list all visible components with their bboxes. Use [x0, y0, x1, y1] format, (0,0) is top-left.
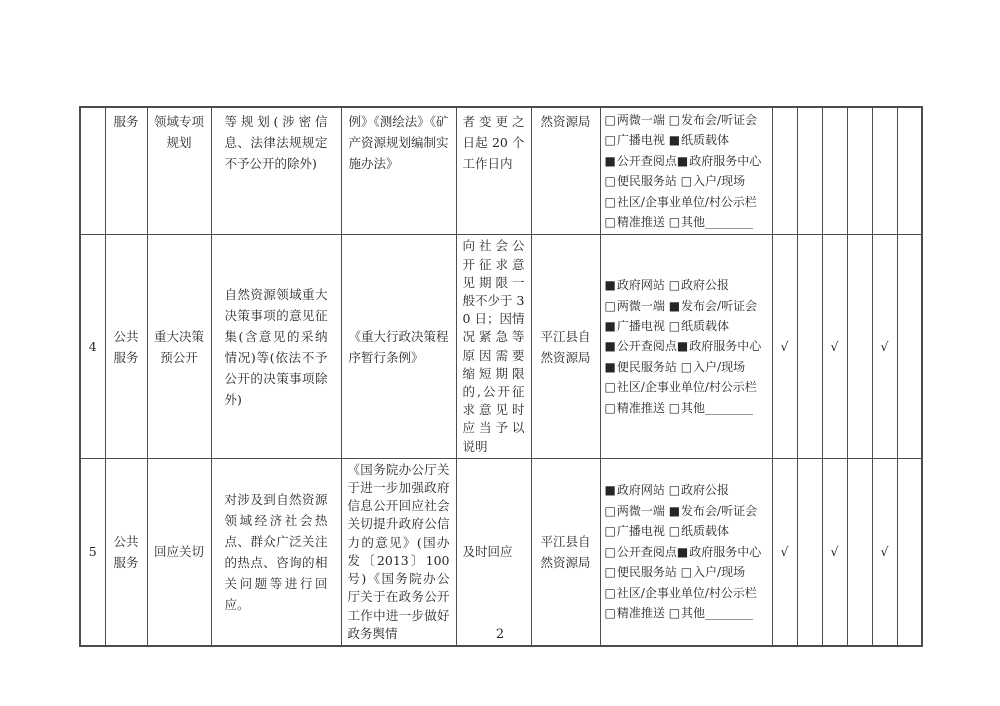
channel-label: 纸质载体: [681, 133, 730, 148]
unchecked-box-icon: □: [668, 605, 682, 620]
empty-mark-cell: [872, 107, 897, 235]
channel-label: 社区/企事业单位/村公示栏: [616, 585, 757, 600]
channel-line: [605, 377, 768, 397]
channel-line: [605, 110, 768, 130]
channel-label: 政府网站: [616, 483, 665, 498]
category-cell: 公共服务: [105, 235, 147, 458]
channel-line: [605, 316, 768, 336]
empty-mark-cell: [847, 235, 872, 458]
channel-label: 社区/企事业单位/村公示栏: [616, 194, 757, 209]
channel-label: 纸质载体: [681, 524, 730, 539]
empty-mark-cell: [797, 458, 822, 646]
unchecked-box-icon: □: [604, 380, 617, 395]
empty-mark-cell: [822, 107, 847, 235]
disclosure-channels-cell: [600, 458, 772, 646]
item-name-cell: 重大决策预公开: [147, 235, 211, 458]
channel-label: 公开查阅点: [616, 544, 677, 559]
channel-line: [605, 212, 768, 232]
unchecked-box-icon: □: [668, 113, 682, 127]
category-cell: 公共服务: [105, 458, 147, 646]
unchecked-box-icon: □: [604, 400, 617, 415]
channel-label: 政府公报: [681, 483, 730, 498]
channel-line: [605, 275, 768, 295]
checked-box-icon: ■: [604, 278, 617, 293]
empty-mark-cell: [897, 107, 922, 235]
channel-line: [605, 603, 768, 623]
table-row: [80, 458, 922, 646]
channel-label: 入户/现场: [693, 359, 746, 374]
channel-line: [605, 357, 768, 377]
channel-label: 便民服务站: [616, 565, 677, 580]
disclosure-content-cell: 等规划(涉密信息、法律法规规定不予公开的除外): [211, 107, 341, 235]
unchecked-box-icon: □: [680, 174, 694, 189]
checked-box-icon: ■: [676, 544, 690, 559]
category-cell: 服务: [105, 107, 147, 235]
channel-label: 其他________: [681, 605, 754, 620]
sequence-number-cell: [80, 107, 105, 235]
unchecked-box-icon: □: [680, 565, 694, 580]
legal-basis-cell: 《国务院办公厅关于进一步加强政府信息公开回应社会关切提升政府公信力的意见》(国办发〔2013〕100 号)《国务院办公厅关于在政务公开工作中进一步做好政务舆情: [341, 458, 456, 646]
checked-box-icon: ■: [668, 133, 682, 148]
channel-label: 广播电视: [616, 524, 665, 539]
channel-label: 便民服务站: [616, 174, 677, 189]
channel-label: 政府服务中心: [689, 339, 762, 354]
unchecked-box-icon: □: [668, 215, 682, 230]
page-number: 2: [495, 627, 505, 642]
unchecked-box-icon: □: [604, 605, 617, 620]
unchecked-box-icon: □: [604, 133, 617, 148]
empty-mark-cell: [847, 458, 872, 646]
channel-line: [605, 171, 768, 191]
channel-label: 公开查阅点: [616, 339, 677, 354]
channel-label: 其他________: [681, 400, 754, 415]
unchecked-box-icon: □: [604, 565, 617, 580]
checked-box-icon: ■: [676, 153, 690, 168]
channel-line: [605, 583, 768, 603]
channel-label: 纸质载体: [681, 319, 730, 334]
legal-basis-cell: 例》《测绘法》《矿产资源规划编制实施办法》: [341, 107, 456, 235]
unchecked-box-icon: □: [604, 298, 617, 313]
channel-line: [605, 480, 768, 500]
channel-line: [605, 192, 768, 212]
checked-box-icon: ■: [604, 153, 617, 168]
unchecked-box-icon: □: [604, 503, 617, 518]
empty-mark-cell: [797, 235, 822, 458]
item-name-cell: 回应关切: [147, 458, 211, 646]
unchecked-box-icon: □: [604, 585, 617, 600]
responsible-department-cell: 平江县自然资源局: [531, 235, 600, 458]
responsible-department-cell: 然资源局: [531, 107, 600, 235]
disclosure-channels-cell: [600, 107, 772, 235]
sequence-number-cell: 4: [80, 235, 105, 458]
unchecked-box-icon: □: [668, 319, 682, 334]
checked-box-icon: ■: [668, 503, 682, 518]
empty-mark-cell: [897, 458, 922, 646]
checked-box-icon: ■: [604, 319, 617, 334]
empty-mark-cell: [847, 107, 872, 235]
channel-label: 政府服务中心: [689, 153, 762, 168]
unchecked-box-icon: □: [604, 215, 617, 230]
unchecked-box-icon: □: [668, 483, 682, 498]
channel-line: [605, 398, 768, 418]
channel-line: [605, 501, 768, 521]
empty-mark-cell: [797, 107, 822, 235]
disclosure-content-cell: 对涉及到自然资源领域经济社会热点、群众广泛关注的热点、咨询的相关问题等进行回应。: [211, 458, 341, 646]
channel-line: [605, 336, 768, 356]
checked-box-icon: ■: [604, 359, 617, 374]
channel-label: 广播电视: [616, 319, 665, 334]
channel-label: 精准推送: [616, 605, 665, 620]
channel-label: 入户/现场: [693, 565, 746, 580]
channel-line: [605, 521, 768, 541]
unchecked-box-icon: □: [604, 524, 617, 539]
channel-label: 公开查阅点: [616, 153, 677, 168]
channel-label: 政府网站: [616, 278, 665, 293]
table-row: [80, 235, 922, 458]
channel-label: 发布会/听证会: [681, 503, 758, 518]
checked-box-icon: ■: [604, 339, 617, 354]
sequence-number-cell: 5: [80, 458, 105, 646]
responsible-department-cell: 平江县自然资源局: [531, 458, 600, 646]
channel-label: 精准推送: [616, 215, 665, 230]
time-limit-cell: 及时回应: [456, 458, 531, 646]
item-name-cell: 领域专项规划: [147, 107, 211, 235]
unchecked-box-icon: □: [680, 359, 694, 374]
disclosure-table-body: [80, 107, 922, 646]
channel-line: [605, 296, 768, 316]
unchecked-box-icon: □: [668, 524, 682, 539]
channel-line: [605, 130, 768, 150]
unchecked-box-icon: □: [668, 400, 682, 415]
channel-label: 两微一端: [616, 503, 665, 518]
channel-line: [605, 562, 768, 582]
table-row: [80, 107, 922, 235]
disclosure-content-cell: 自然资源领域重大决策事项的意见征集(含意见的采纳情况)等(依法不予公开的决策事项除外): [211, 235, 341, 458]
unchecked-box-icon: □: [604, 544, 617, 559]
channel-label: 精准推送: [616, 400, 665, 415]
time-limit-cell: 向社会公开征求意见期限一般不少于 30 日；因情况紧急等原因需要缩短期限的,公开征求意见时应当予以说明: [456, 235, 531, 458]
channel-label: 发布会/听证会: [681, 113, 758, 127]
channel-label: 两微一端: [616, 298, 665, 313]
unchecked-box-icon: □: [604, 194, 617, 209]
channel-label: 政府公报: [681, 278, 730, 293]
channel-label: 社区/企事业单位/村公示栏: [616, 380, 757, 395]
unchecked-box-icon: □: [668, 278, 682, 293]
channel-line: [605, 151, 768, 171]
checked-box-icon: ■: [676, 339, 690, 354]
unchecked-box-icon: □: [604, 113, 617, 127]
channel-label: 其他________: [681, 215, 754, 230]
check-mark-cell: √: [772, 458, 797, 646]
unchecked-box-icon: □: [604, 174, 617, 189]
channel-label: 广播电视: [616, 133, 665, 148]
empty-mark-cell: [897, 235, 922, 458]
channel-label: 发布会/听证会: [681, 298, 758, 313]
channel-label: 便民服务站: [616, 359, 677, 374]
legal-basis-cell: 《重大行政决策程序暂行条例》: [341, 235, 456, 458]
disclosure-channels-cell: [600, 235, 772, 458]
empty-mark-cell: [772, 107, 797, 235]
check-mark-cell: √: [822, 235, 847, 458]
channel-label: 入户/现场: [693, 174, 746, 189]
checked-box-icon: ■: [668, 298, 682, 313]
channel-label: 两微一端: [616, 113, 665, 127]
disclosure-table: [79, 106, 923, 647]
check-mark-cell: √: [872, 458, 897, 646]
channel-line: [605, 542, 768, 562]
check-mark-cell: √: [772, 235, 797, 458]
check-mark-cell: √: [822, 458, 847, 646]
checked-box-icon: ■: [604, 483, 617, 498]
check-mark-cell: √: [872, 235, 897, 458]
time-limit-cell: 者变更之日起 20 个工作日内: [456, 107, 531, 235]
channel-label: 政府服务中心: [689, 544, 762, 559]
